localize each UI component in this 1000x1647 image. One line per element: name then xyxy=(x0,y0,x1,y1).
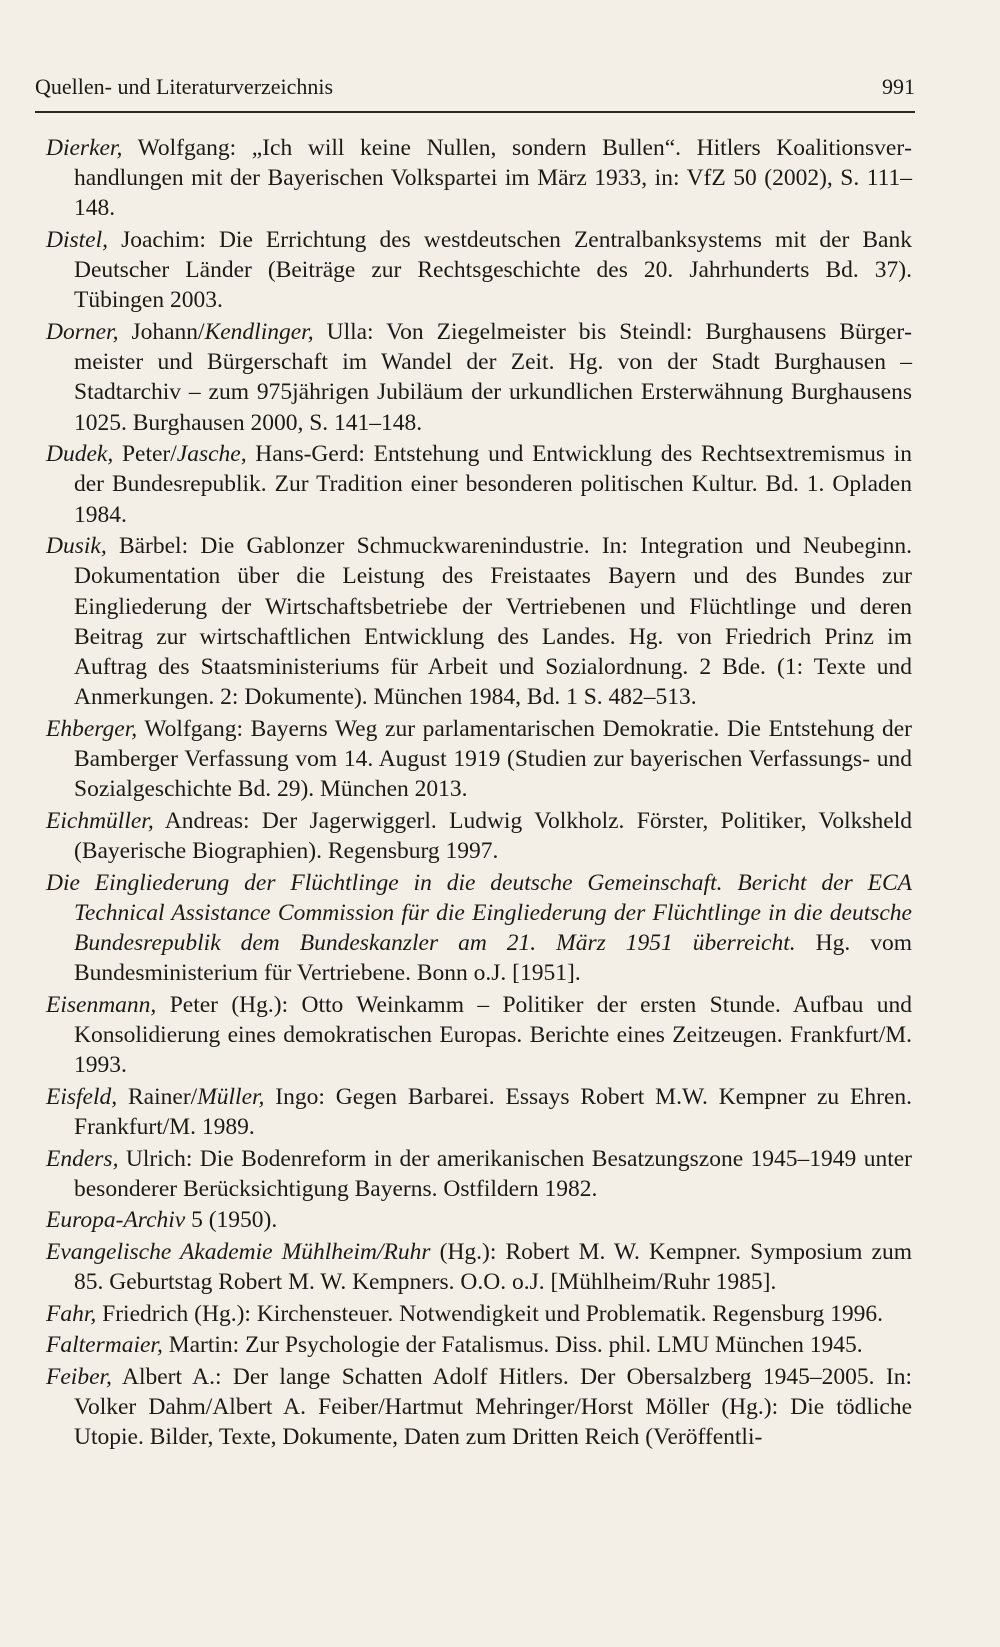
entry-author: Dierker, xyxy=(46,135,123,161)
bibliography-entry xyxy=(46,1330,912,1360)
entry-text: Albert A.: Der lange Schatten Adolf Hitlers. Der Obersalzberg 1945–2005. In: Volker Dahm/Albert A. Feiber/Hartmut Mehringer/Horst Möller (Hg.): Die tödliche Utopie. Bilder, Texte, Dokumente, Daten zum Dritten Reich (Veröffentli- xyxy=(74,1363,912,1451)
entry-coauthor: Jasche, xyxy=(176,441,247,468)
entry-author: Dusik, xyxy=(46,533,107,560)
entry-text: Andreas: Der Jagerwiggerl. Ludwig Volkholz. Förster, Politiker, Volksheld (Bayerische Biographien). Regensburg 1997. xyxy=(74,807,912,865)
bibliography-entry xyxy=(46,868,912,989)
entry-author: Faltermaier, xyxy=(46,1332,163,1359)
bibliography-entry xyxy=(46,1362,912,1453)
entry-author: Dorner, xyxy=(46,319,119,345)
entry-author: Europa-Archiv xyxy=(46,1207,186,1234)
entry-text: Peter/ xyxy=(113,441,177,468)
entry-text: Rainer/ xyxy=(117,1083,198,1110)
section-title: Quellen- und Literaturverzeichnis xyxy=(35,74,334,99)
entry-text: Wolfgang: Bayerns Weg zur parlamentarischen Demokratie. Die Entstehung der Bamberger Verfassung vom 14. August 1919 (Studien zur bayerischen Verfassungs- und Sozialgeschichte Bd. 29). München 2013. xyxy=(74,715,912,803)
entry-text: Hg. vom Bundesministerium für Vertriebene. Bonn o.J. [1951]. xyxy=(74,930,913,987)
bibliography-list xyxy=(46,133,912,1454)
entry-author: Eisfeld, xyxy=(46,1083,118,1110)
entry-text: Bärbel: Die Gablonzer Schmuckwarenindustrie. In: Integration und Neubeginn. Dokumentation über die Leistung des Freistaates Bayern und des Bundes zur Eingliederung der Wirtschaftsbetriebe der Vertriebenen und Flüchtlinge und deren Beitrag zur wirtschaftlichen Entwicklung des Landes. Hg. von Friedrich Prinz im Auftrag des Staatsministeriums für Arbeit und Sozialordnung. 2 Bde. (1: Texte und Anmerkungen. 2: Dokumente). München 1984, Bd. 1 S. 482–513. xyxy=(74,533,912,711)
bibliography-entry xyxy=(46,1205,912,1235)
entry-coauthor: Kendlinger, xyxy=(204,319,314,345)
bibliography-entry xyxy=(46,806,912,866)
entry-text: 5 (1950). xyxy=(185,1207,278,1234)
entry-author: Feiber, xyxy=(46,1363,112,1390)
entry-text: Martin: Zur Psychologie der Fatalismus. Diss. phil. LMU München 1945. xyxy=(162,1332,863,1359)
entry-author: Enders, xyxy=(46,1145,119,1172)
entry-author: Eisenmann, xyxy=(46,991,157,1018)
bibliography-entry xyxy=(46,990,912,1081)
bibliography-entry xyxy=(46,1237,912,1297)
entry-text: Friedrich (Hg.): Kirchensteuer. Notwendigkeit und Problematik. Regensburg 1996. xyxy=(96,1300,883,1327)
entry-author: Fahr, xyxy=(46,1300,97,1327)
entry-author: Evangelische Akademie Mühlheim/Ruhr xyxy=(46,1239,431,1265)
entry-title: Die Eingliederung der Flüchtlinge in die deutsche Gemeinschaft. Bericht der ECA Technical Assistance Commission für die Eingliederung der Flüchtlinge in die deutsche Bundesrepublik dem Bundeskanzler am 21. März 1951 überreicht. xyxy=(46,869,912,957)
entry-text: Peter (Hg.): Otto Weinkamm – Politiker der ersten Stunde. Aufbau und Konsolidierung eines demokratischen Europas. Berichte eines Zeitzeugen. Frankfurt/M. 1993. xyxy=(74,991,912,1079)
bibliography-entry xyxy=(46,714,912,805)
bibliography-entry xyxy=(46,1082,912,1142)
entry-text: Joachim: Die Errichtung des westdeutschen Zentralbanksystems mit der Bank Deutscher Länder (Beiträge zur Rechtsgeschichte des 20. Jahrhunderts Bd. 37). Tübingen 2003. xyxy=(74,227,912,314)
bibliography-entry xyxy=(46,1144,912,1204)
bibliography-entry xyxy=(46,133,912,224)
bibliography-entry xyxy=(46,317,912,438)
entry-author: Eichmüller, xyxy=(46,807,154,834)
entry-author: Distel, xyxy=(46,227,109,253)
entry-coauthor: Müller, xyxy=(197,1083,265,1110)
entry-text-continued: Hans-Gerd: Entstehung und Entwicklung des Rechtsextremismus in der Bundesrepublik. Zur Tradition einer besonderen politischen Kultur. Bd. 1. Opladen 1984. xyxy=(74,441,912,528)
entry-text-continued: Ingo: Gegen Barbarei. Essays Robert M.W. Kempner zu Ehren. Frankfurt/M. 1989. xyxy=(74,1083,912,1141)
bibliography-entry xyxy=(46,531,912,712)
page-number: 991 xyxy=(882,74,915,99)
entry-text: Johann/ xyxy=(118,319,205,345)
bibliography-entry xyxy=(46,439,912,530)
entry-text-continued: Ulla: Von Ziegelmeister bis Steindl: Burghausens Bürgermeister und Bürgerschaft im Wandel der Zeit. Hg. von der Stadt Burghausen – Stadtarchiv – zum 975jährigen Jubiläum der urkundlichen Ersterwähnung Burghausens 1025. Burghausen 2000, S. 141–148. xyxy=(74,319,912,436)
running-head xyxy=(35,74,915,100)
entry-author: Dudek, xyxy=(46,441,114,468)
bibliography-entry xyxy=(46,225,912,316)
bibliography-entry xyxy=(46,1299,912,1329)
entry-author: Ehberger, xyxy=(46,715,138,742)
entry-text: Wolfgang: „Ich will keine Nullen, sondern Bullen“. Hitlers Koalitionsverhandlungen mit der Bayerischen Volkspartei im März 1933, in: VfZ 50 (2002), S. 111–148. xyxy=(74,135,912,222)
entry-text: (Hg.): Robert M. W. Kempner. Symposium zum 85. Geburtstag Robert M. W. Kempners. O.O. o.J. [Mühlheim/Ruhr 1985]. xyxy=(74,1239,912,1296)
entry-text: Ulrich: Die Bodenreform in der amerikanischen Besatzungszone 1945–1949 unter besonderer Berücksichtigung Bayerns. Ostfildern 1982. xyxy=(74,1145,912,1202)
header-rule xyxy=(35,111,915,113)
